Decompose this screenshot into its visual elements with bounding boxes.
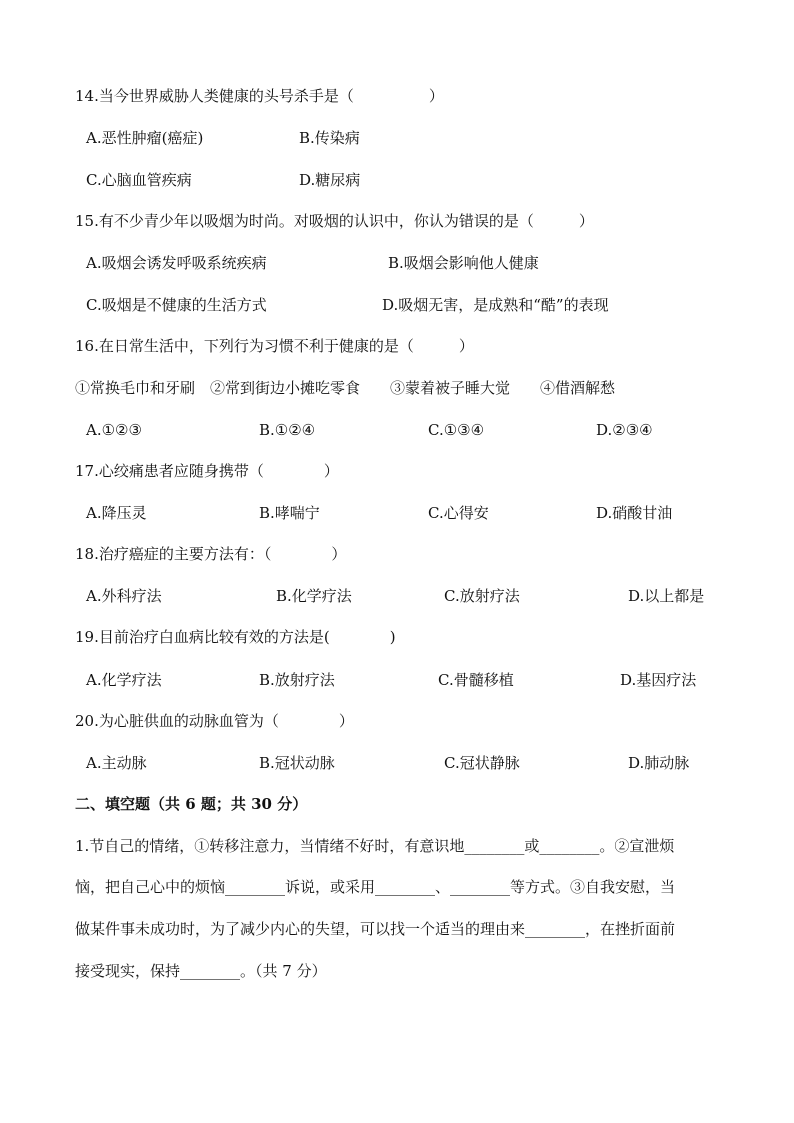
question-19-stem: 19.目前治疗白血病比较有效的方法是( ) bbox=[75, 628, 396, 646]
question-18-option-d[interactable]: D.以上都是 bbox=[628, 587, 705, 605]
question-14-option-c[interactable]: C.心脑血管疾病 bbox=[86, 171, 192, 189]
question-15-stem: 15.有不少青少年以吸烟为时尚。对吸烟的认识中，你认为错误的是（ ） bbox=[75, 212, 594, 230]
fill-in-question-1-line-1: 1.节自己的情绪，①转移注意力，当情绪不好时，有意识地________或________。②宣泄烦 bbox=[75, 837, 675, 855]
question-20-option-b[interactable]: B.冠状动脉 bbox=[259, 754, 335, 772]
question-15-option-c[interactable]: C.吸烟是不健康的生活方式 bbox=[86, 296, 267, 314]
fill-in-question-1-line-2: 恼，把自己心中的烦恼________诉说，或采用________、________等方式。③自我安慰，当 bbox=[75, 878, 676, 896]
question-18-option-b[interactable]: B.化学疗法 bbox=[276, 587, 352, 605]
question-16-option-c[interactable]: C.①③④ bbox=[428, 421, 485, 439]
question-16-option-a[interactable]: A.①②③ bbox=[86, 421, 142, 439]
question-16-behaviors: ①常换毛巾和牙刷 ②常到街边小摊吃零食 ③蒙着被子睡大觉 ④借酒解愁 bbox=[75, 379, 616, 397]
question-19-option-d[interactable]: D.基因疗法 bbox=[620, 671, 697, 689]
question-20-option-c[interactable]: C.冠状静脉 bbox=[444, 754, 520, 772]
question-14-option-a[interactable]: A.恶性肿瘤(癌症) bbox=[86, 129, 204, 147]
fill-in-question-1-line-3: 做某件事未成功时，为了减少内心的失望，可以找一个适当的理由来________，在挫折面前 bbox=[75, 920, 676, 938]
question-17-option-d[interactable]: D.硝酸甘油 bbox=[596, 504, 673, 522]
question-19-option-a[interactable]: A.化学疗法 bbox=[86, 671, 162, 689]
question-18-option-c[interactable]: C.放射疗法 bbox=[444, 587, 520, 605]
question-16-option-d[interactable]: D.②③④ bbox=[596, 421, 653, 439]
question-15-option-a[interactable]: A.吸烟会诱发呼吸系统疾病 bbox=[86, 254, 267, 272]
question-18-option-a[interactable]: A.外科疗法 bbox=[86, 587, 162, 605]
question-17-option-a[interactable]: A.降压灵 bbox=[86, 504, 147, 522]
question-14-option-b[interactable]: B.传染病 bbox=[299, 129, 360, 147]
question-20-option-d[interactable]: D.肺动脉 bbox=[628, 754, 690, 772]
question-14-option-d[interactable]: D.糖尿病 bbox=[299, 171, 361, 189]
question-16-option-b[interactable]: B.①②④ bbox=[259, 421, 316, 439]
question-15-option-b[interactable]: B.吸烟会影响他人健康 bbox=[388, 254, 539, 272]
question-17-option-b[interactable]: B.哮喘宁 bbox=[259, 504, 320, 522]
question-19-option-b[interactable]: B.放射疗法 bbox=[259, 671, 335, 689]
question-17-option-c[interactable]: C.心得安 bbox=[428, 504, 489, 522]
question-19-option-c[interactable]: C.骨髓移植 bbox=[438, 671, 514, 689]
section-heading-fill-in: 二、填空题（共 6 题；共 30 分） bbox=[75, 795, 308, 813]
question-16-stem: 16.在日常生活中，下列行为习惯不利于健康的是（ ） bbox=[75, 337, 474, 355]
question-20-stem: 20.为心脏供血的动脉血管为（ ） bbox=[75, 712, 354, 730]
question-18-stem: 18.治疗癌症的主要方法有：（ ） bbox=[75, 545, 347, 563]
question-17-stem: 17.心绞痛患者应随身携带（ ） bbox=[75, 462, 339, 480]
question-14-stem: 14.当今世界威胁人类健康的头号杀手是（ ） bbox=[75, 87, 444, 105]
question-15-option-d[interactable]: D.吸烟无害，是成熟和“酷”的表现 bbox=[382, 296, 609, 314]
question-20-option-a[interactable]: A.主动脉 bbox=[86, 754, 147, 772]
fill-in-question-1-line-4: 接受现实，保持________。（共 7 分） bbox=[75, 962, 327, 980]
